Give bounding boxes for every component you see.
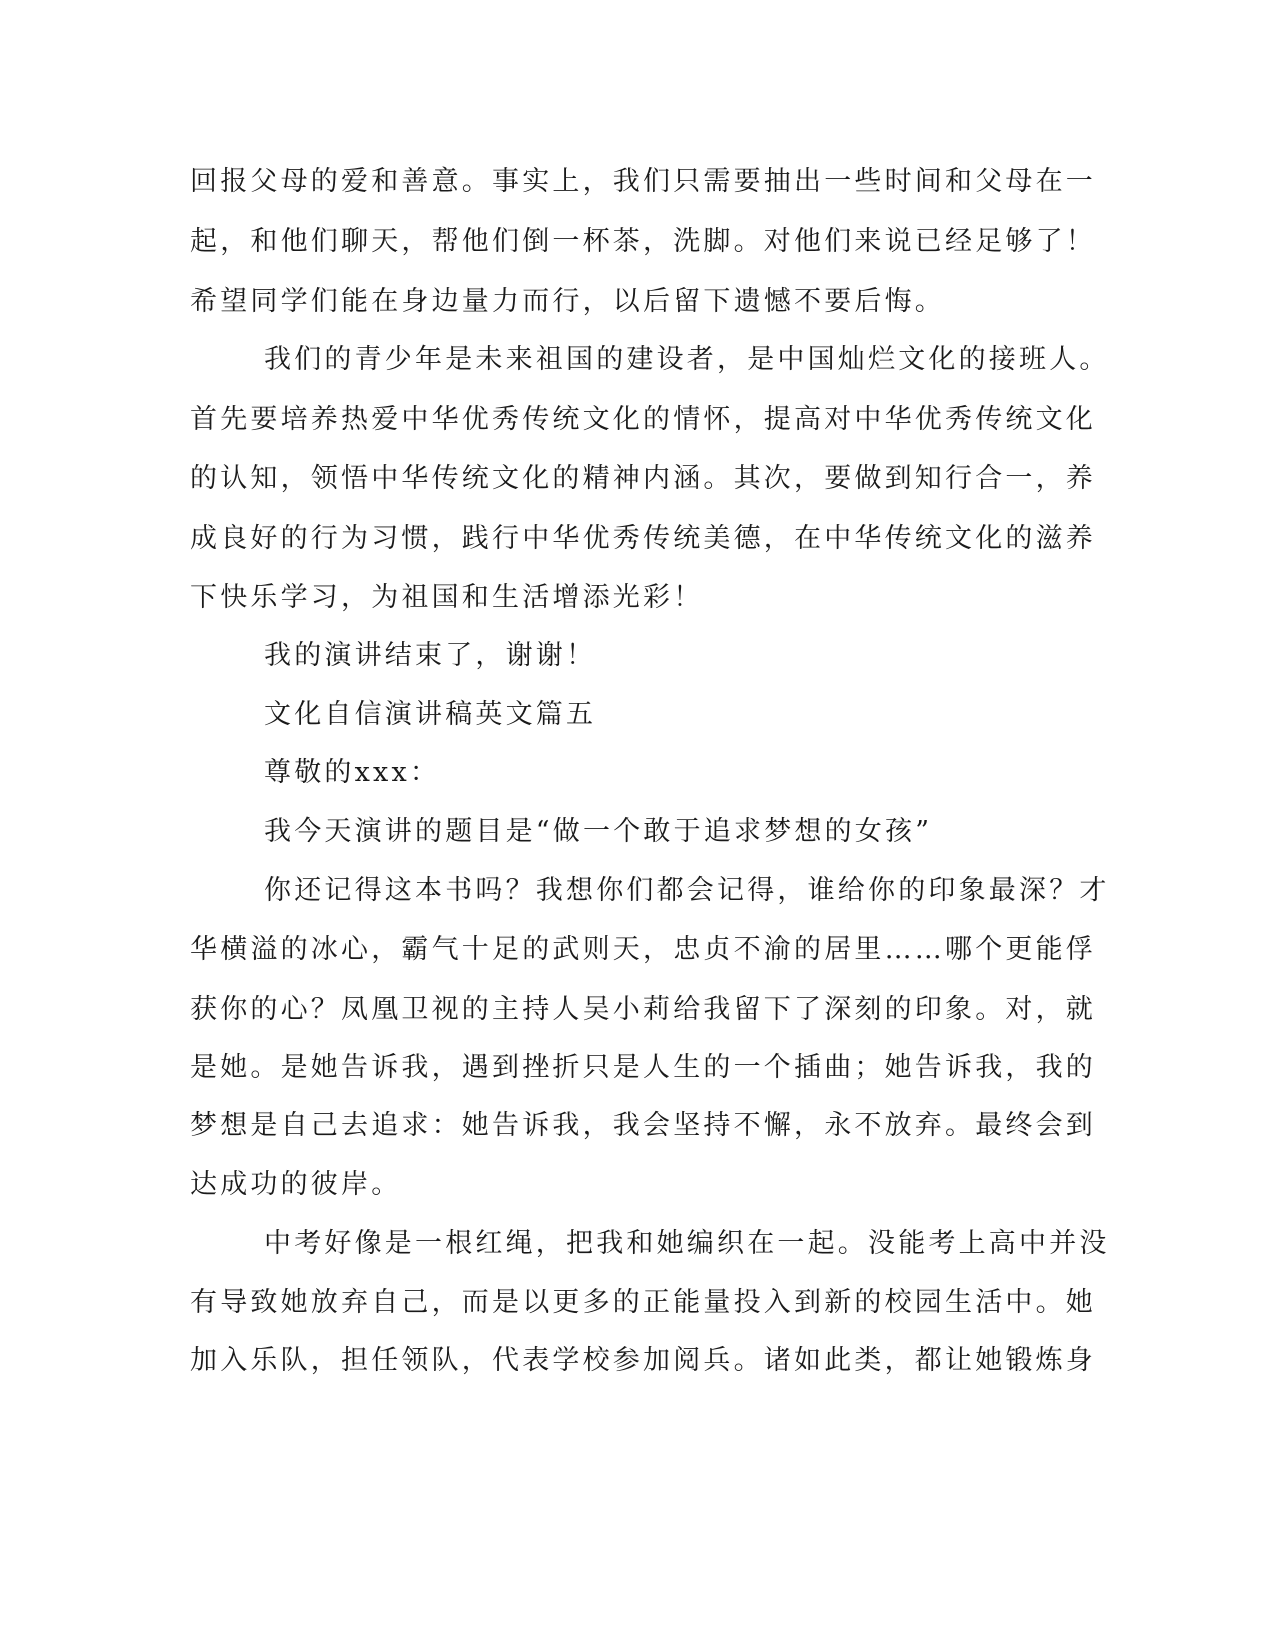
text-line: 起，和他们聊天，帮他们倒一杯茶，洗脚。对他们来说已经足够了！ [190, 226, 1096, 257]
text-line: 回报父母的爱和善意。事实上，我们只需要抽出一些时间和父母在一 [190, 166, 1096, 197]
text-line: 希望同学们能在身边量力而行，以后留下遗憾不要后悔。 [190, 286, 945, 317]
closing-line: 我的演讲结束了，谢谢！ [264, 640, 597, 671]
text-line: 是她。是她告诉我，遇到挫折只是人生的一个插曲；她告诉我，我的 [190, 1052, 1096, 1083]
text-line: 加入乐队，担任领队，代表学校参加阅兵。诸如此类，都让她锻炼身 [190, 1345, 1096, 1376]
speech-topic-line: 我今天演讲的题目是“做一个敢于追求梦想的女孩” [264, 816, 933, 847]
text-line: 有导致她放弃自己，而是以更多的正能量投入到新的校园生活中。她 [190, 1287, 1096, 1318]
text-line: 成良好的行为习惯，践行中华优秀传统美德，在中华传统文化的滋养 [190, 523, 1096, 554]
text-line: 获你的心？凤凰卫视的主持人吴小莉给我留下了深刻的印象。对，就 [190, 994, 1096, 1025]
paragraph-first-line: 你还记得这本书吗？我想你们都会记得，谁给你的印象最深？才 [264, 875, 1110, 906]
salutation: 尊敬的xxx： [264, 757, 441, 788]
text-line: 下快乐学习，为祖国和生活增添光彩！ [190, 582, 704, 613]
text-line: 华横溢的冰心，霸气十足的武则天，忠贞不渝的居里……哪个更能俘 [190, 934, 1096, 965]
paragraph-first-line: 我们的青少年是未来祖国的建设者，是中国灿烂文化的接班人。 [264, 344, 1110, 375]
text-line: 达成功的彼岸。 [190, 1169, 402, 1200]
text-line: 的认知，领悟中华传统文化的精神内涵。其次，要做到知行合一，养 [190, 463, 1096, 494]
paragraph-first-line: 中考好像是一根红绳，把我和她编织在一起。没能考上高中并没 [264, 1228, 1110, 1259]
text-line: 梦想是自己去追求：她告诉我，我会坚持不懈，永不放弃。最终会到 [190, 1110, 1096, 1141]
text-line: 首先要培养热爱中华优秀传统文化的情怀，提高对中华优秀传统文化 [190, 404, 1096, 435]
section-title: 文化自信演讲稿英文篇五 [264, 699, 597, 730]
